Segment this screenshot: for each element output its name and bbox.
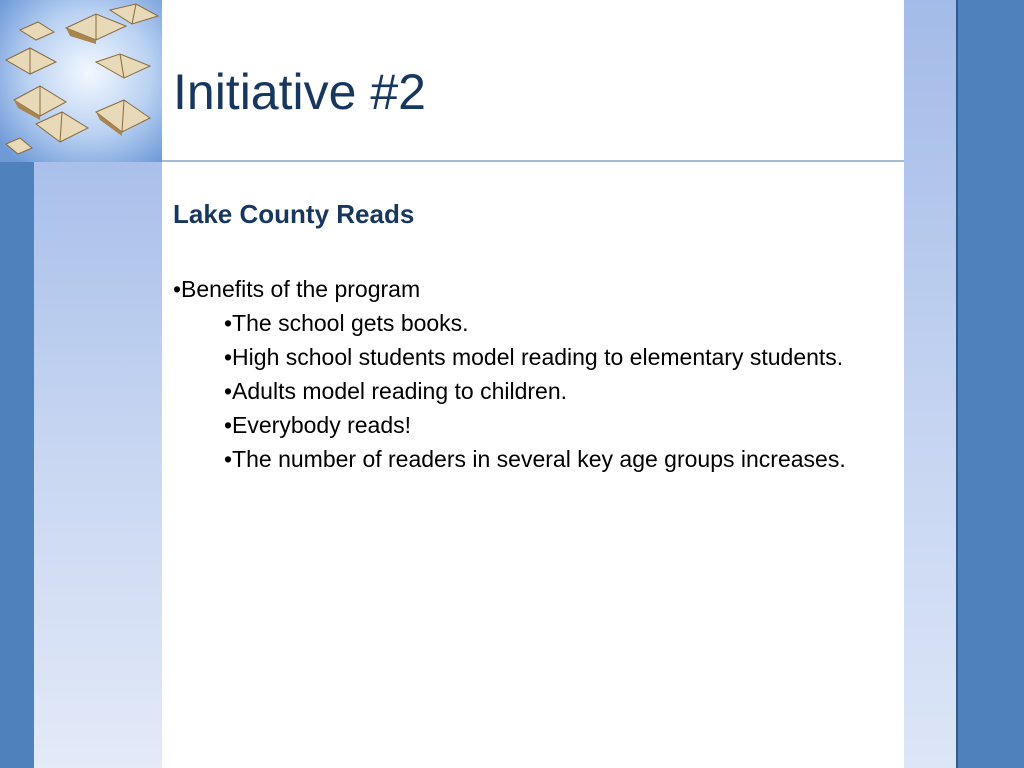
benefits-sub-list [173,306,873,476]
sub-bullet-item: •The school gets books. [224,310,469,336]
right-accent-bar [956,0,1024,768]
left-accent-bar [0,162,34,768]
sub-bullet-item: •Everybody reads! [224,412,412,438]
flying-books-image [0,0,162,162]
slide-title: Initiative #2 [173,64,426,120]
slide-subheading: Lake County Reads [173,199,415,229]
right-gradient-panel [904,0,956,768]
sub-bullet-item: •The number of readers in several key age groups increases. [224,446,846,472]
bullet-benefits: •Benefits of the program [173,276,421,302]
left-gradient-panel [34,162,162,768]
sub-bullet-item: •Adults model reading to children. [224,378,568,404]
sub-bullet-item: •High school students model reading to elementary students. [224,344,844,370]
title-divider [162,160,904,162]
slide-content [173,196,873,476]
